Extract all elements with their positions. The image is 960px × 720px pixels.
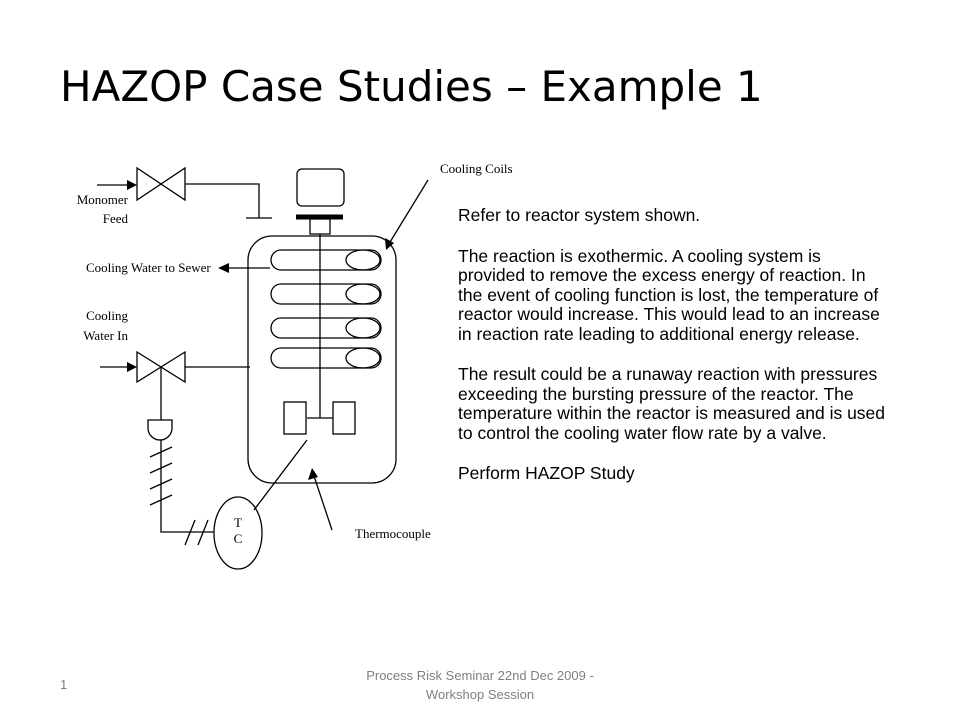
agitator-coupling	[310, 219, 330, 234]
label-cooling: Cooling	[86, 308, 128, 323]
slide-title: HAZOP Case Studies – Example 1	[60, 62, 763, 111]
cooling-coils-pointer	[387, 180, 428, 247]
valve-actuator	[148, 420, 172, 440]
label-tc-t: T	[234, 515, 242, 530]
label-monomer: Monomer	[76, 192, 128, 207]
monomer-arrow-icon	[127, 180, 137, 190]
paragraph-reaction: The reaction is exothermic. A cooling system is provided to remove the excess energy of reaction. In the event of cooling function is lost, the temperature of reactor would increase. This would lead to an increase in reaction rate leading to additional energy release.	[458, 245, 880, 344]
label-cooling-water-to-sewer: Cooling Water to Sewer	[86, 260, 211, 275]
reactor-vessel	[248, 236, 396, 483]
water-in-arrow-icon	[127, 362, 137, 372]
paragraph-task: Perform HAZOP Study	[458, 463, 635, 483]
monomer-feed-line	[185, 184, 259, 218]
footer-text: Process Risk Seminar 22nd Dec 2009 - Workshop Session	[366, 668, 594, 702]
label-water-in: Water In	[83, 328, 128, 343]
page-number: 1	[60, 677, 68, 692]
cooling-coils	[271, 250, 381, 368]
paragraph-runaway: The result could be a runaway reaction with pressures exceeding the bursting pressure of the reactor. The temperature within the reactor is measured and is used to control the cooling water flow rate by a valve.	[458, 364, 886, 443]
thermocouple-arrow-icon	[308, 468, 318, 480]
impeller-blade-left	[284, 402, 306, 434]
thermocouple-pointer	[313, 473, 332, 530]
paragraph-intro: Refer to reactor system shown.	[458, 205, 701, 225]
label-tc-c: C	[233, 531, 243, 546]
label-thermocouple: Thermocouple	[355, 526, 431, 541]
impeller-blade-right	[333, 402, 355, 434]
label-cooling-coils: Cooling Coils	[440, 161, 513, 176]
control-signal-line	[161, 440, 214, 532]
sewer-arrow-icon	[218, 263, 229, 273]
agitator-motor	[297, 169, 344, 206]
monomer-feed-valve[interactable]	[137, 168, 185, 200]
description-text	[458, 206, 888, 505]
label-feed: Feed	[102, 211, 128, 226]
